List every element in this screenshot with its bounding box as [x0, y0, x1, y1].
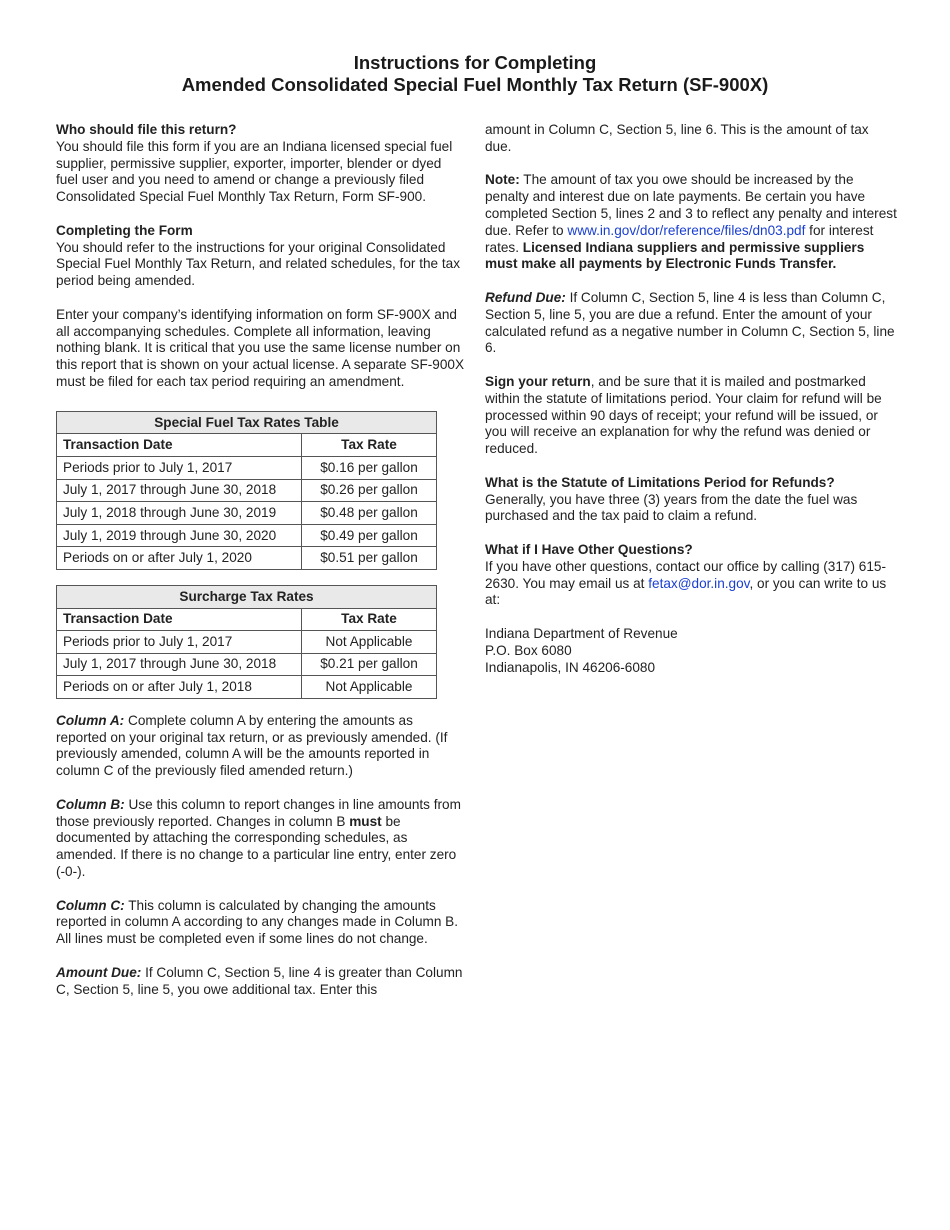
rates-table-col-rate: Tax Rate [302, 434, 437, 457]
column-c-body: This column is calculated by changing the amounts reported in column A according to any changes made in Column B. All lines must be completed even if some lines do not change. [56, 897, 459, 947]
page-title [0, 52, 950, 96]
address-line-3: Indianapolis, IN 46206-6080 [485, 659, 656, 675]
note-paragraph [485, 172, 897, 273]
surcharge-tax-rates-table [56, 585, 437, 699]
column-c-label: Column C: [56, 897, 125, 913]
column-b-bold: must [349, 813, 382, 829]
sign-return-body: , and be sure that it is mailed and postmarked within the statute of limitations period. Your claim for refund will be processed within 90 days of receipt; your refund will be issued, or you will receive an explanation for why the refund was denied or reduced. [485, 373, 882, 457]
refund-due-paragraph [485, 290, 897, 357]
rate-value: $0.51 per gallon [302, 547, 437, 570]
questions-section [485, 542, 897, 609]
completing-form-body-2: Enter your company’s identifying information on form SF-900X and all accompanying schedules. Complete all information, leaving nothing blank. It is critical that you use the same license number on this report that is shown on your actual license. A separate SF-900X must be filed for each tax period requiring an amendment. [56, 306, 465, 389]
column-a-label: Column A: [56, 712, 125, 728]
amount-due-paragraph [56, 965, 466, 999]
questions-heading: What if I Have Other Questions? [485, 541, 693, 557]
right-column [485, 122, 897, 676]
column-b-body-1: Use this column to report changes in line amounts from those previously reported. Changes in column B [56, 796, 461, 829]
table-row [57, 653, 437, 676]
rate-value: $0.26 per gallon [302, 479, 437, 502]
surcharge-table-col-rate: Tax Rate [302, 608, 437, 631]
questions-body-1: If you have other questions, contact our office by calling (317) 615-2630. You may email us at [485, 558, 887, 591]
questions-body-2: , or you can write to us at: [485, 575, 887, 608]
surcharge-date: Periods prior to July 1, 2017 [57, 631, 302, 654]
title-line-1: Instructions for Completing [353, 52, 597, 73]
rate-date: July 1, 2017 through June 30, 2018 [57, 479, 302, 502]
table-row [57, 631, 437, 654]
column-c-paragraph [56, 898, 466, 948]
sign-return-paragraph [485, 374, 897, 458]
sign-return-bold: Sign your return [485, 373, 591, 389]
surcharge-date: Periods on or after July 1, 2018 [57, 676, 302, 699]
note-label: Note: [485, 172, 520, 188]
who-should-file-heading: Who should file this return? [56, 122, 237, 137]
completing-form-heading: Completing the Form [56, 222, 193, 238]
surcharge-date: July 1, 2017 through June 30, 2018 [57, 653, 302, 676]
amount-due-label: Amount Due: [56, 964, 142, 980]
table-row [57, 479, 437, 502]
rate-value: $0.48 per gallon [302, 502, 437, 525]
refund-due-body: If Column C, Section 5, line 4 is less than Column C, Section 5, line 5, you are due a refund. Enter the amount of your calculated refund as a negative number in Column C, Section 5, line 6. [485, 289, 895, 356]
column-b-paragraph [56, 797, 466, 881]
column-b-body-2: be documented by attaching the corresponding schedules, as amended. If there is no change to a particular line entry, enter zero (-0-). [56, 813, 457, 880]
column-a-paragraph [56, 713, 466, 780]
statute-section [485, 475, 897, 525]
left-column [56, 122, 466, 998]
table-row [57, 502, 437, 525]
email-link[interactable]: fetax@dor.in.gov [648, 575, 750, 591]
table-row [57, 456, 437, 479]
table-row [57, 676, 437, 699]
surcharge-table-caption: Surcharge Tax Rates [57, 585, 437, 608]
note-bold: Licensed Indiana suppliers and permissive suppliers must make all payments by Electronic Funds Transfer. [485, 239, 865, 272]
note-body-1: The amount of tax you owe should be increased by the penalty and interest due on late payments. Be certain you have completed Section 5, lines 2 and 3 to reflect any penalty and interest due. Refer to [485, 172, 897, 238]
refund-due-label: Refund Due: [485, 289, 566, 305]
rate-value: $0.49 per gallon [302, 524, 437, 547]
who-should-file-section [56, 122, 466, 206]
completing-form-body-1: You should refer to the instructions for your original Consolidated Special Fuel Monthly Tax Return, and related schedules, for the tax period being amended. [56, 239, 461, 289]
surcharge-table-col-date: Transaction Date [57, 608, 302, 631]
amount-due-continued: amount in Column C, Section 5, line 6. This is the amount of tax due. [485, 122, 869, 154]
address-line-2: P.O. Box 6080 [485, 642, 572, 658]
questions-body [485, 559, 897, 609]
rate-value: $0.16 per gallon [302, 456, 437, 479]
surcharge-value: Not Applicable [302, 631, 437, 654]
rate-date: July 1, 2019 through June 30, 2020 [57, 524, 302, 547]
rates-table-col-date: Transaction Date [57, 434, 302, 457]
column-a-body: Complete column A by entering the amounts as reported on your original tax return, or as previously amended. (If previously amended, column A will be the amounts reported in column C of the previously filed amended return.) [56, 712, 448, 779]
address-line-1: Indiana Department of Revenue [485, 625, 678, 641]
table-row [57, 547, 437, 570]
special-fuel-tax-rates-table [56, 411, 437, 570]
rate-date: Periods on or after July 1, 2020 [57, 547, 302, 570]
rate-date: July 1, 2018 through June 30, 2019 [57, 502, 302, 525]
rate-date: Periods prior to July 1, 2017 [57, 456, 302, 479]
completing-form-section [56, 223, 466, 391]
table-row [57, 524, 437, 547]
rates-table-caption: Special Fuel Tax Rates Table [57, 411, 437, 434]
column-b-label: Column B: [56, 796, 125, 812]
note-body-2: for interest rates. [485, 222, 874, 255]
surcharge-value: Not Applicable [302, 676, 437, 699]
surcharge-value: $0.21 per gallon [302, 653, 437, 676]
statute-heading: What is the Statute of Limitations Period for Refunds? [485, 474, 835, 490]
who-should-file-body: You should file this form if you are an Indiana licensed special fuel supplier, permissive supplier, exporter, importer, blender or dyed fuel user and you need to amend or change a previously filed Consolidated Special Fuel Monthly Tax Return, Form SF-900. [56, 138, 453, 205]
mailing-address [485, 626, 897, 676]
amount-due-body: If Column C, Section 5, line 4 is greater than Column C, Section 5, line 5, you owe additional tax. Enter this [56, 964, 463, 997]
interest-rates-link[interactable]: www.in.gov/dor/reference/files/dn03.pdf [567, 222, 806, 238]
title-line-2: Amended Consolidated Special Fuel Monthly Tax Return (SF-900X) [181, 74, 769, 95]
statute-body: Generally, you have three (3) years from the date the fuel was purchased and the tax paid to claim a refund. [485, 491, 858, 524]
